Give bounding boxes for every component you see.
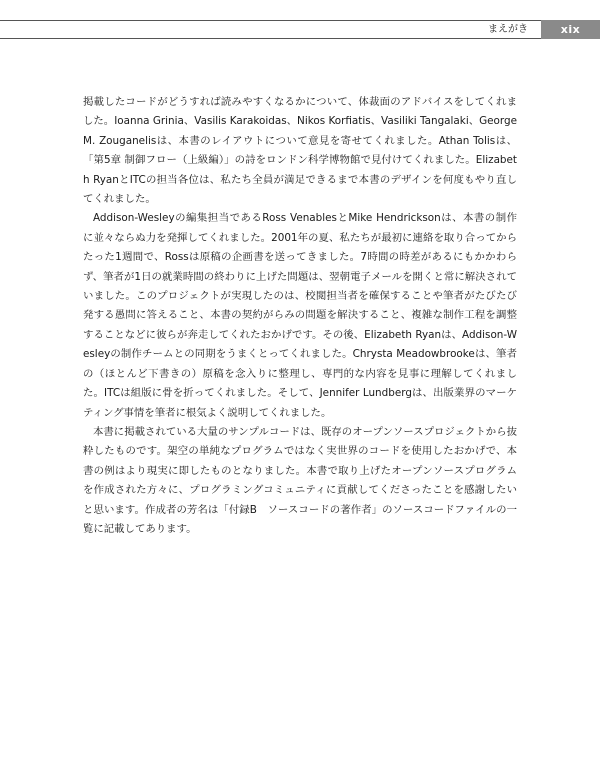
paragraph-reviewers: 掲載したコードがどうすれば読みやすくなるかについて、体裁面のアドバイスをしてくれました。Ioanna Grinia、Vasilis Karakoidas、Nikos Korfiatis、Vasiliki Tangalaki、George M. Zouganelisは、本書のレイアウトについて意見を寄せてくれました。Athan Tolisは、「第5章 制御フロー（上級編）」の詩をロンドン科学博物館で見付けてくれました。Elizabeth RyanとITCの担当各位は、私たち全員が満足できるまで本書のデザインを何度もやり直してくれました。 bbox=[83, 96, 517, 206]
page-number-tab: xix bbox=[541, 20, 600, 39]
paragraph-editors: Addison-Wesleyの編集担当であるRoss VenablesとMike Hendricksonは、本書の制作に並々ならぬ力を発揮してくれました。2001年の夏、私たちが最初に連絡を取り合ってからたった1週間で、Rossは原稿の企画書を送ってきました。7時間の時差があるにもかかわらず、筆者が1日の就業時間の終わりに上げた問題は、翌朝電子メールを開くと常に解決されていました。このプロジェクトが実現したのは、校閲担当者を確保することや筆者がたびたび発する愚問に答えること、本書の契約がらみの問題を解決すること、複雑な制作工程を調整することなどに彼らが奔走してくれたおかげです。その後、Elizabeth Ryanは、Addison-Wesleyの制作チームとの同期をうまくとってくれました。Chrysta Meadowbrookeは、筆者の（ほとんど下書きの）原稿を念入りに整理し、専門的な内容を見事に理解してくれました。ITCは組版に骨を折ってくれました。そして、Jennifer Lundbergは、出版業界のマーケティング事情を筆者に根気よく説明してくれました。 bbox=[83, 212, 517, 419]
section-title: まえがき bbox=[488, 24, 528, 35]
body-text bbox=[83, 93, 517, 539]
header-rule bbox=[0, 20, 541, 39]
running-header bbox=[0, 20, 600, 40]
paragraph-sample-code: 本書に掲載されている大量のサンプルコードは、既存のオープンソースプロジェクトから抜粋したものです。架空の単純なプログラムではなく実世界のコードを使用したおかげで、本書の例はより現実に即したものとなりました。本書で取り上げたオープンソースプログラムを作成された方々に、プログラミングコミュニティに貢献してくださったことを感謝したいと思います。作成者の芳名は「付録B ソースコードの著作者」のソースコードファイルの一覧に記載してあります。 bbox=[83, 425, 517, 535]
